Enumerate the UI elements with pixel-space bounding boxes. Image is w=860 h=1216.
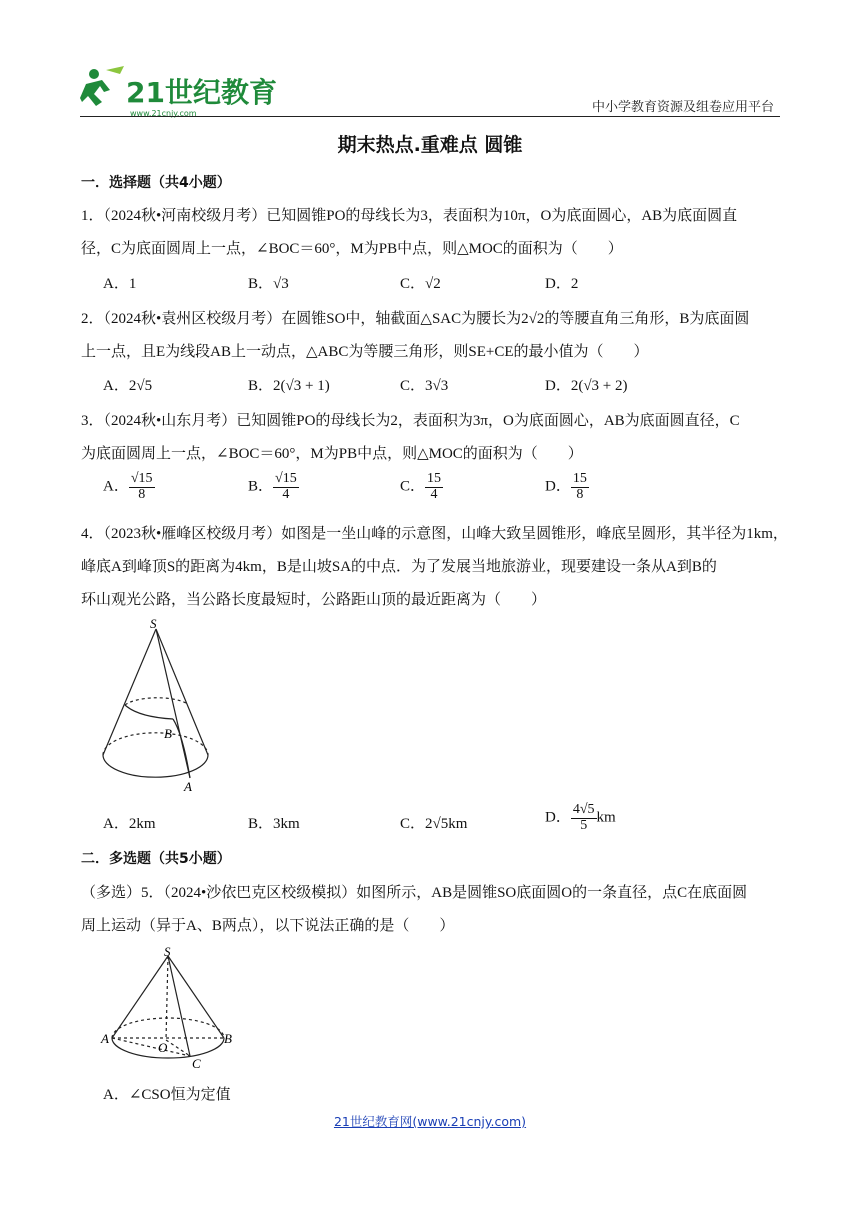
q2-option-d: D．2(√3 + 2) (545, 378, 628, 394)
q5-label-o: O (158, 1040, 168, 1055)
page-title: 期末热点.重难点 圆锥 (337, 134, 523, 156)
q5-line-2: 周上运动（异于A、B两点），以下说法正确的是（ ） (81, 918, 455, 934)
q4-label-b: B (164, 726, 172, 741)
q2-option-c: C．3√3 (400, 378, 449, 394)
q1-option-b: B．√3 (248, 276, 289, 292)
q4-line-1: 4．（2023秋•雁峰区校级月考）如图是一坐山峰的示意图，山峰大致呈圆锥形，峰底呈圆形，其半径为1km， (81, 526, 788, 542)
q4-line-3: 环山观光公路，当公路长度最短时，公路距山顶的最近距离为（ ） (81, 592, 547, 608)
q2-option-b: B．2(√3 + 1) (248, 378, 330, 394)
q2-option-a: A．2√5 (103, 378, 153, 394)
q3-line-1: 3．（2024秋•山东月考）已知圆锥PO的母线长为2，表面积为3π，O为底面圆心，AB为底面圆直径，C (81, 413, 740, 429)
q4-label-s: S (150, 616, 157, 631)
q1-option-c: C．√2 (400, 276, 441, 292)
q3-option-d: D． $\frac{15}{8}$ (545, 471, 587, 502)
q1-line-1: 1．（2024秋•河南校级月考）已知圆锥PO的母线长为3，表面积为10π，O为底面圆心，AB为底面圆直 (81, 208, 738, 224)
q5-label-c: C (192, 1056, 201, 1071)
section-heading-multi: 二．多选题（共5小题） (81, 851, 231, 867)
q4-option-c: C．2√5km (400, 816, 468, 832)
header-divider (80, 116, 780, 117)
header-platform-text: 中小学教育资源及组卷应用平台 (591, 100, 774, 115)
q4-cone-figure (98, 615, 216, 793)
q4-line-2: 峰底A到峰顶S的距离为4km，B是山坡SA的中点．为了发展当地旅游业，现要建设一条从A到B的 (81, 559, 717, 575)
q3-option-a: A． $\frac{√15}{8}$ (103, 471, 153, 502)
q5-label-b: B (224, 1031, 232, 1046)
q4-option-a: A．2km (103, 816, 156, 832)
q2-line-1: 2．（2024秋•袁州区校级月考）在圆锥SO中，轴截面△SAC为腰长为2√2的等腰直角三角形，B为底面圆 (81, 311, 750, 327)
footer-link[interactable]: 21世纪教育网(www.21cnjy.com) (333, 1114, 527, 1129)
q4-label-a: A (184, 779, 192, 794)
q3-option-b: B． $\frac{√15}{4}$ (248, 471, 297, 502)
q5-label-s: S (164, 944, 171, 959)
section-heading-choice: 一．选择题（共4小题） (81, 175, 231, 191)
q5-cone-figure (100, 942, 235, 1072)
q5-line-1: （多选）5．（2024•沙依巴克区校级模拟）如图所示，AB是圆锥SO底面圆O的一条直径，点C在底面圆 (81, 885, 748, 901)
q4-option-b: B．3km (248, 816, 300, 832)
q1-option-d: D．2 (545, 276, 579, 292)
q1-option-a: A．1 (103, 276, 137, 292)
logo-text: 21世纪教育 (126, 76, 277, 109)
q1-line-2: 径，C为底面圆周上一点，∠BOC＝60°，M为PB中点，则△MOC的面积为（ ） (81, 241, 623, 257)
q4-option-d: D． $\frac{4√5}{5}$ km (545, 802, 616, 833)
q2-line-2: 上一点，且E为线段AB上一动点，△ABC为等腰三角形，则SE+CE的最小值为（ ） (81, 344, 649, 360)
logo (80, 62, 277, 122)
q3-option-c: C． $\frac{15}{4}$ (400, 471, 442, 502)
q5-option-a: A．∠CSO恒为定值 (103, 1087, 231, 1103)
logo-url: www.21cnjy.com (130, 109, 197, 118)
q5-label-a: A (101, 1031, 109, 1046)
q3-line-2: 为底面圆周上一点，∠BOC＝60°，M为PB中点，则△MOC的面积为（ ） (81, 446, 583, 462)
